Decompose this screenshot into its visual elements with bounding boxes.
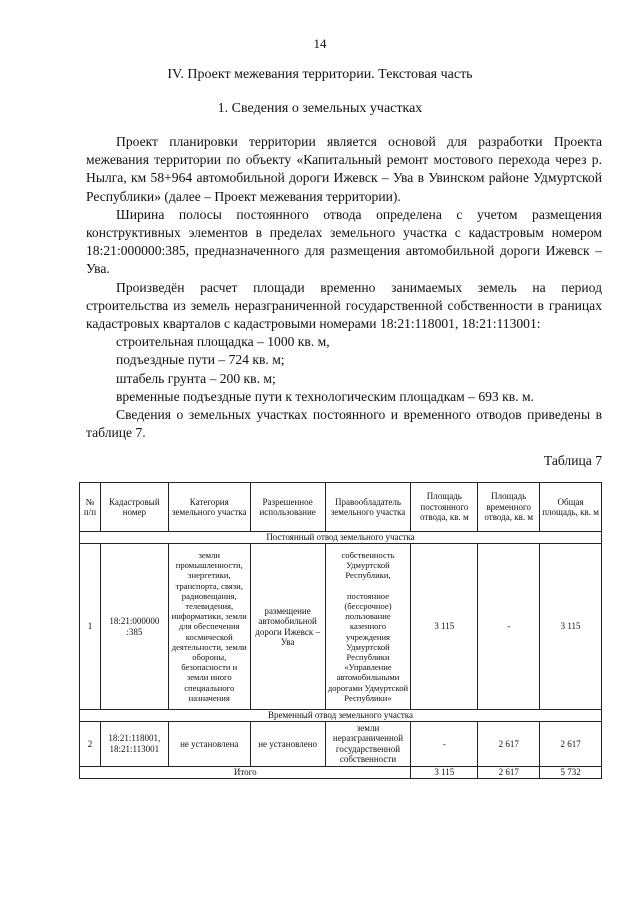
cadastral-number: 18:21:000000 :385 (100, 544, 168, 710)
permitted-use: размещение автомобильной дороги Ижевск – Ува (250, 544, 325, 710)
list-item: временные подъездные пути к технологическим площадкам – 693 кв. м. (116, 388, 534, 404)
header-cell: Кадастровый номер (100, 483, 168, 532)
total-temporary-area: 2 617 (478, 766, 540, 778)
owner-cell: земли неразграниченной государственной собственности (325, 722, 411, 767)
section-title: IV. Проект межевания территории. Текстовая часть (167, 67, 473, 82)
temporary-area: 2 617 (478, 722, 540, 767)
header-cell: Площадь постоянного отвода, кв. м (411, 483, 478, 532)
table-row (80, 544, 602, 710)
list-item: строительная площадка – 1000 кв. м, (116, 334, 330, 350)
header-cell: Разрешенное использование (250, 483, 325, 532)
paragraph: Проект планировки территории является основой для разработки Проекта межевания территории по объекту «Капитальный ремонт мостового перехода через р. Нылга, км 58+964 автомобильной дороги Ижевск – Ува в Увинском районе Удмуртской Республики» (далее – Проект межевания территории). (86, 134, 602, 204)
land-category: не установлена (168, 722, 250, 767)
header-cell: Категория земельного участка (168, 483, 250, 532)
row-number: 2 (80, 722, 101, 767)
header-cell: № п/п (80, 483, 101, 532)
table-section-row (80, 710, 602, 722)
list-item: штабель грунта – 200 кв. м; (116, 370, 276, 386)
body-text (86, 133, 602, 442)
table-total-row (80, 766, 602, 778)
table-section-row (80, 532, 602, 544)
table-row (80, 722, 602, 767)
header-cell: Площадь временного отвода, кв. м (478, 483, 540, 532)
owner-line: постоянное (бессрочное) пользование казенного учреждения Удмуртской Республики «Управление автомобильными дорогами Удмуртской Республики» (327, 590, 409, 703)
total-permanent-area: 3 115 (411, 766, 478, 778)
row-number: 1 (80, 544, 101, 710)
table-header-row (80, 483, 602, 532)
total-area: 2 617 (540, 722, 602, 767)
owner-line: собственность Удмуртской Республики, (341, 550, 395, 581)
cadastral-number: 18:21:118001, 18:21:113001 (100, 722, 168, 767)
paragraph: Произведён расчет площади временно занимаемых земель на период строительства из земель неразграниченной государственной собственности в границах кадастровых кварталов с кадастровыми номерами 18:21:118001, 18:21:113001: (86, 279, 602, 332)
temporary-area: - (478, 544, 540, 710)
page-number: 14 (313, 36, 327, 51)
total-label: Итого (80, 766, 411, 778)
total-overall-area: 5 732 (540, 766, 602, 778)
table-caption: Таблица 7 (543, 453, 602, 468)
permanent-area: - (411, 722, 478, 767)
section-temporary: Временный отвод земельного участка (80, 710, 602, 722)
land-plots-table (79, 482, 602, 779)
section-permanent: Постоянный отвод земельного участка (80, 532, 602, 544)
paragraph: Ширина полосы постоянного отвода определена с учетом размещения конструктивных элементов в пределах земельного участка с кадастровым номером 18:21:000000:385, предназначенного для размещения автомобильной дороги Ижевск – Ува. (86, 206, 602, 277)
list-item: подъездные пути – 724 кв. м; (116, 352, 285, 368)
land-category: земли промышленности, энергетики, транспорта, связи, радиовещания, телевидения, информатики, земли для обеспечения космической деятельности, земли обороны, безопасности и земли иного специального назначения (168, 544, 250, 710)
header-cell: Правообладатель земельного участка (325, 483, 411, 532)
permanent-area: 3 115 (411, 544, 478, 710)
subsection-title: 1. Сведения о земельных участках (217, 101, 423, 116)
paragraph: Сведения о земельных участках постоянного и временного отводов приведены в таблице 7. (86, 407, 602, 441)
owner-cell (325, 544, 411, 710)
permitted-use: не установлено (250, 722, 325, 767)
header-cell: Общая площадь, кв. м (540, 483, 602, 532)
total-area: 3 115 (540, 544, 602, 710)
